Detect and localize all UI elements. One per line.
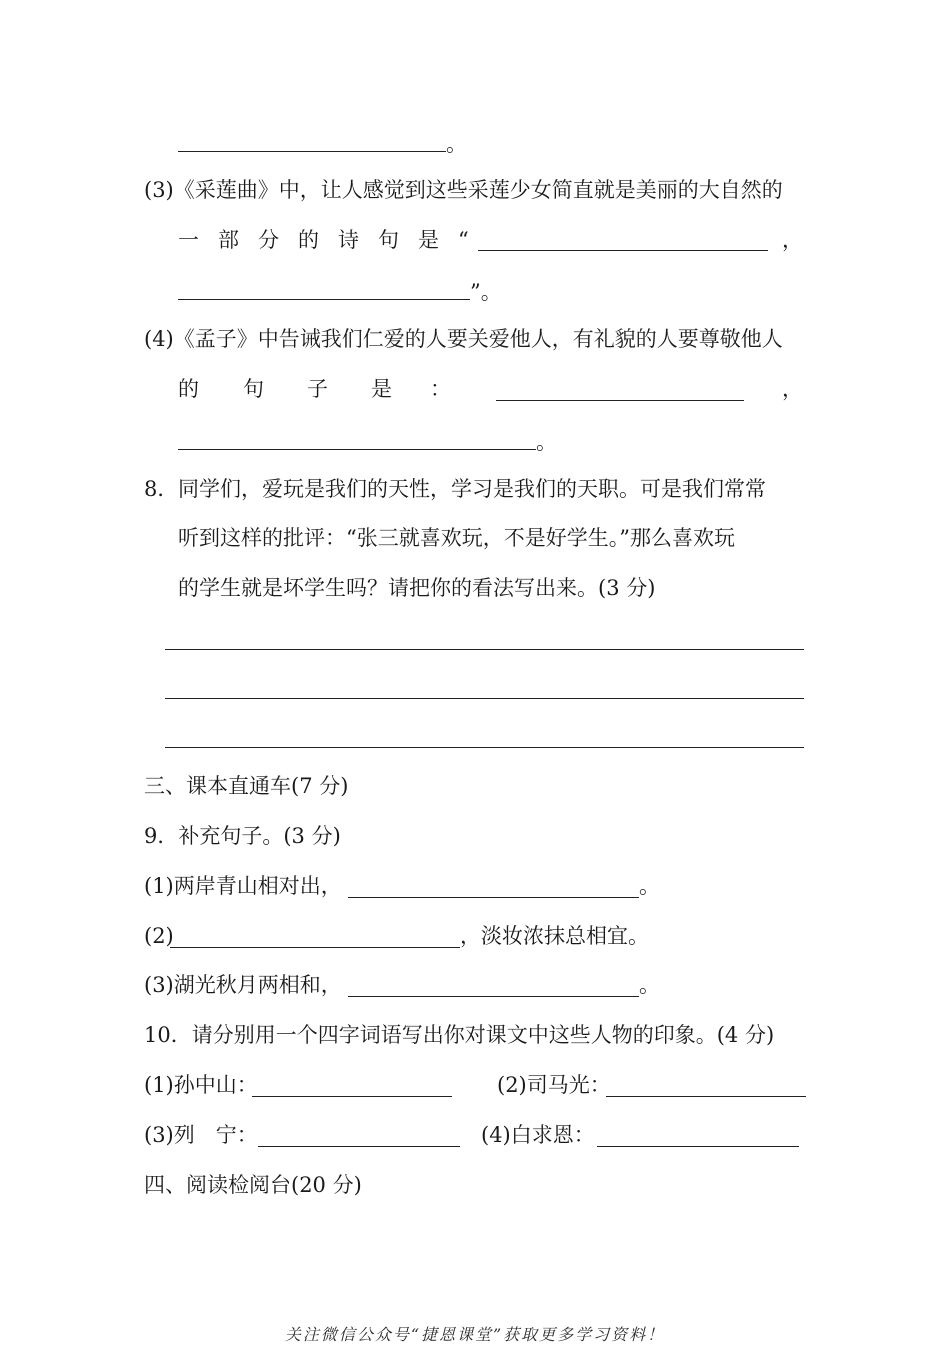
question-10-c-label: (3)列 宁： bbox=[144, 1123, 258, 1147]
punctuation: 。 bbox=[536, 430, 557, 454]
spaced-char: 句 bbox=[243, 377, 264, 401]
spaced-char: 部 bbox=[218, 228, 239, 252]
answer-blank[interactable] bbox=[496, 400, 744, 401]
question-10-a-label: (1)孙中山： bbox=[144, 1073, 258, 1097]
footer-note: 关注微信公众号“捷恩课堂”获取更多学习资料！ bbox=[284, 1325, 666, 1344]
question-10-title: 10．请分别用一个四字词语写出你对课文中这些人物的印象。(4 分) bbox=[144, 1023, 775, 1047]
answer-blank[interactable] bbox=[478, 250, 768, 251]
question-number: (4) bbox=[144, 327, 174, 351]
question-9-1-prefix: (1)两岸青山相对出， bbox=[144, 874, 342, 898]
answer-blank[interactable] bbox=[178, 449, 536, 450]
question-text: 《孟子》中告诫我们仁爱的人要关爱他人，有礼貌的人要尊敬他人 bbox=[173, 327, 783, 351]
answer-line[interactable] bbox=[165, 747, 804, 748]
answer-blank[interactable] bbox=[178, 299, 470, 300]
question-7-4-spaced-line bbox=[0, 379, 950, 403]
answer-blank[interactable] bbox=[597, 1146, 799, 1147]
spaced-char: 的 bbox=[178, 377, 199, 401]
question-number: (3) bbox=[144, 178, 174, 202]
spaced-char: ： bbox=[430, 377, 451, 401]
question-8-number: 8． bbox=[144, 477, 179, 501]
question-8-line3: 的学生就是坏学生吗？请把你的看法写出来。(3 分) bbox=[178, 576, 656, 600]
spaced-char: 是 bbox=[371, 377, 392, 401]
answer-line[interactable] bbox=[165, 649, 804, 650]
punctuation: 。 bbox=[639, 874, 660, 898]
answer-blank[interactable] bbox=[170, 947, 460, 948]
question-9-2-suffix: ，淡妆浓抹总相宜。 bbox=[460, 924, 649, 948]
question-9-3-prefix: (3)湖光秋月两相和， bbox=[144, 973, 342, 997]
question-9-title: 9．补充句子。(3 分) bbox=[144, 824, 341, 848]
answer-line[interactable] bbox=[165, 698, 804, 699]
close-quote: ”。 bbox=[470, 280, 502, 304]
answer-blank[interactable] bbox=[252, 1096, 452, 1097]
comma: ， bbox=[782, 228, 803, 252]
answer-blank[interactable] bbox=[606, 1096, 806, 1097]
question-8-line2: 听到这样的批评：“张三就喜欢玩，不是好学生。”那么喜欢玩 bbox=[178, 526, 735, 550]
punctuation: 。 bbox=[446, 132, 467, 156]
question-7-3-text bbox=[144, 180, 783, 201]
spaced-char: 诗 bbox=[338, 228, 359, 252]
question-8-line1: 同学们，爱玩是我们的天性，学习是我们的天职。可是我们常常 bbox=[178, 477, 766, 501]
spaced-char: 句 bbox=[378, 228, 399, 252]
question-10-d-label: (4)白求恩： bbox=[481, 1123, 595, 1147]
question-text: 《采莲曲》中，让人感觉到这些采莲少女简直就是美丽的大自然的 bbox=[173, 178, 783, 202]
answer-blank[interactable] bbox=[178, 151, 446, 152]
answer-blank[interactable] bbox=[258, 1146, 460, 1147]
spaced-char: 子 bbox=[307, 377, 328, 401]
open-quote: “ bbox=[458, 228, 469, 252]
question-10-b-label: (2)司马光： bbox=[497, 1073, 611, 1097]
answer-blank[interactable] bbox=[348, 897, 639, 898]
question-7-4-text bbox=[144, 329, 783, 350]
comma: ， bbox=[782, 377, 803, 401]
answer-blank[interactable] bbox=[348, 996, 639, 997]
spaced-char: 是 bbox=[418, 228, 439, 252]
section-3-title: 三、课本直通车(7 分) bbox=[144, 774, 349, 798]
spaced-char: 分 bbox=[258, 228, 279, 252]
spaced-char: 的 bbox=[298, 228, 319, 252]
question-9-2-prefix: (2) bbox=[144, 924, 174, 948]
punctuation: 。 bbox=[639, 973, 660, 997]
spaced-char: 一 bbox=[178, 228, 199, 252]
section-4-title: 四、阅读检阅台(20 分) bbox=[144, 1173, 362, 1197]
question-7-3-spaced-line bbox=[0, 230, 950, 254]
